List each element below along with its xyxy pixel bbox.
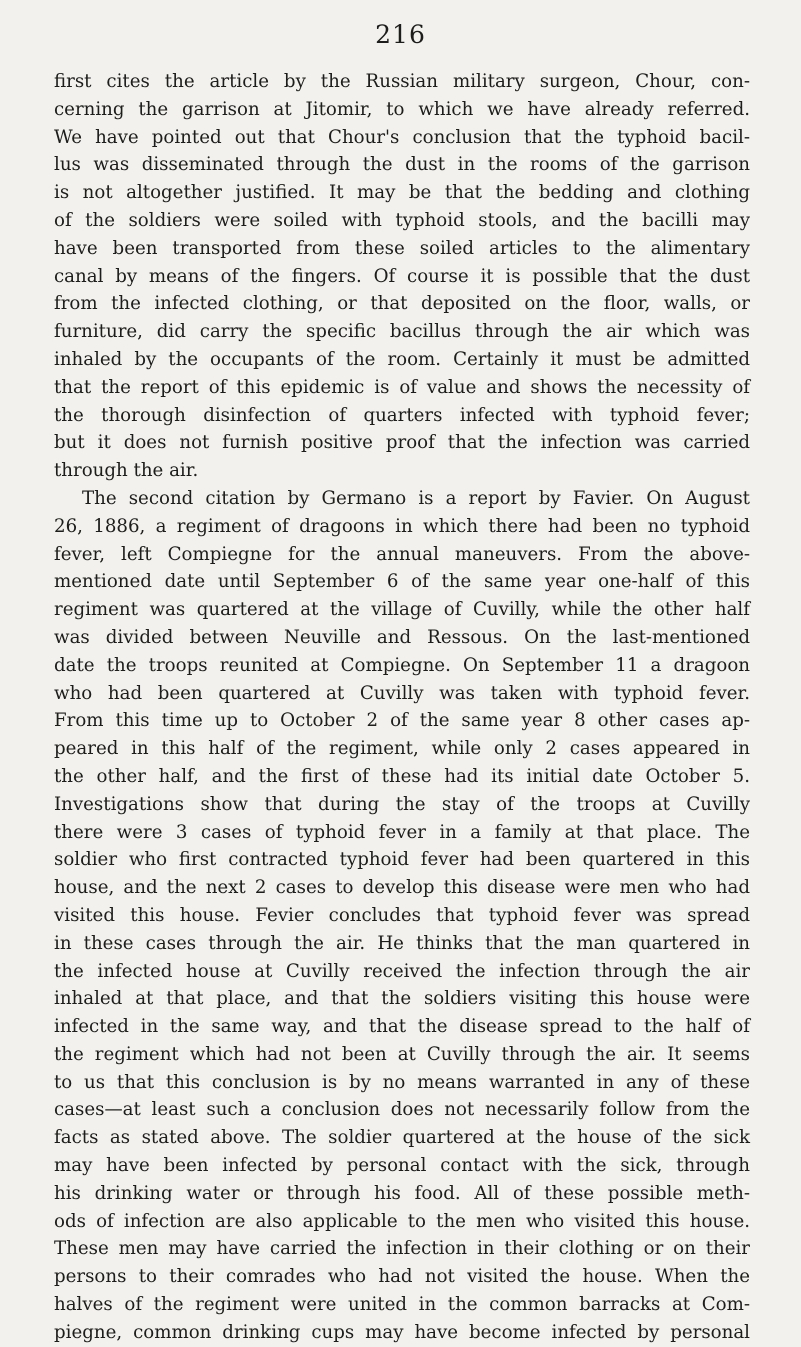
text-line: canal by means of the fingers. Of course it is possible that the dust (54, 265, 750, 287)
text-line: is not altogether justified. It may be that the bedding and clothing (54, 182, 750, 204)
body-text (54, 68, 750, 1347)
text-line: soldier who first contracted typhoid fever had been quartered in this (54, 849, 750, 871)
text-line: regiment was quartered at the village of Cuvilly, while the other half (54, 599, 750, 621)
text-line: the thorough disinfection of quarters infected with typhoid fever; (54, 404, 750, 426)
text-line: cases—at least such a conclusion does not necessarily follow from the (54, 1099, 750, 1121)
text-line: fever, left Compiegne for the annual maneuvers. From the above- (54, 543, 750, 565)
text-line: have been transported from these soiled articles to the alimentary (54, 237, 750, 259)
text-line: piegne, common drinking cups may have become infected by personal (54, 1321, 750, 1343)
text-line: ods of infection are also applicable to the men who visited this house. (54, 1210, 750, 1232)
text-line: there were 3 cases of typhoid fever in a family at that place. The (54, 821, 750, 843)
text-line: 26, 1886, a regiment of dragoons in which there had been no typhoid (54, 515, 750, 537)
text-line: Investigations show that during the stay of the troops at Cuvilly (54, 793, 750, 815)
text-line: his drinking water or through his food. All of these possible meth- (54, 1182, 750, 1204)
text-line: furniture, did carry the specific bacillus through the air which was (54, 321, 750, 343)
text-line: These men may have carried the infection in their clothing or on their (54, 1238, 750, 1260)
text-line: The second citation by Germano is a report by Favier. On August (82, 487, 750, 509)
text-line: who had been quartered at Cuvilly was taken with typhoid fever. (54, 682, 750, 704)
text-line: mentioned date until September 6 of the same year one-half of this (54, 571, 750, 593)
text-line: inhaled by the occupants of the room. Certainly it must be admitted (54, 348, 750, 370)
text-line: inhaled at that place, and that the soldiers visiting this house were (54, 988, 750, 1010)
text-line: through the air. (54, 460, 199, 482)
text-line: halves of the regiment were united in the common barracks at Com- (54, 1294, 750, 1316)
text-line: that the report of this epidemic is of value and shows the necessity of (54, 376, 750, 398)
text-line: to us that this conclusion is by no means warranted in any of these (54, 1071, 750, 1093)
text-line: date the troops reunited at Compiegne. On September 11 a dragoon (54, 654, 750, 676)
text-line: visited this house. Fevier concludes that typhoid fever was spread (54, 904, 750, 926)
text-line: in these cases through the air. He thinks that the man quartered in (54, 932, 750, 954)
text-line: the infected house at Cuvilly received the infection through the air (54, 960, 750, 982)
text-line: may have been infected by personal contact with the sick, through (54, 1155, 750, 1177)
text-line: infected in the same way, and that the disease spread to the half of (54, 1016, 750, 1038)
text-line: peared in this half of the regiment, while only 2 cases appeared in (54, 738, 750, 760)
text-line: first cites the article by the Russian military surgeon, Chour, con- (54, 71, 750, 92)
text-line: from the infected clothing, or that deposited on the floor, walls, or (54, 293, 750, 315)
text-line: lus was disseminated through the dust in the rooms of the garrison (54, 154, 750, 176)
text-line: but it does not furnish positive proof that the infection was carried (54, 432, 750, 454)
text-line: the other half, and the first of these had its initial date October 5. (54, 765, 750, 787)
text-line: From this time up to October 2 of the same year 8 other cases ap- (54, 710, 750, 732)
page-number: 216 (375, 20, 426, 49)
text-line: persons to their comrades who had not visited the house. When the (54, 1266, 750, 1288)
text-line: of the soldiers were soiled with typhoid stools, and the bacilli may (54, 209, 750, 231)
text-line: was divided between Neuville and Ressous. On the last-mentioned (54, 626, 750, 648)
text-line: cerning the garrison at Jitomir, to which we have already referred. (54, 98, 750, 120)
text-line: the regiment which had not been at Cuvilly through the air. It seems (54, 1043, 750, 1065)
text-line: house, and the next 2 cases to develop this disease were men who had (54, 877, 750, 899)
text-line: We have pointed out that Chour's conclusion that the typhoid bacil- (54, 126, 750, 148)
text-line: facts as stated above. The soldier quartered at the house of the sick (54, 1127, 750, 1149)
